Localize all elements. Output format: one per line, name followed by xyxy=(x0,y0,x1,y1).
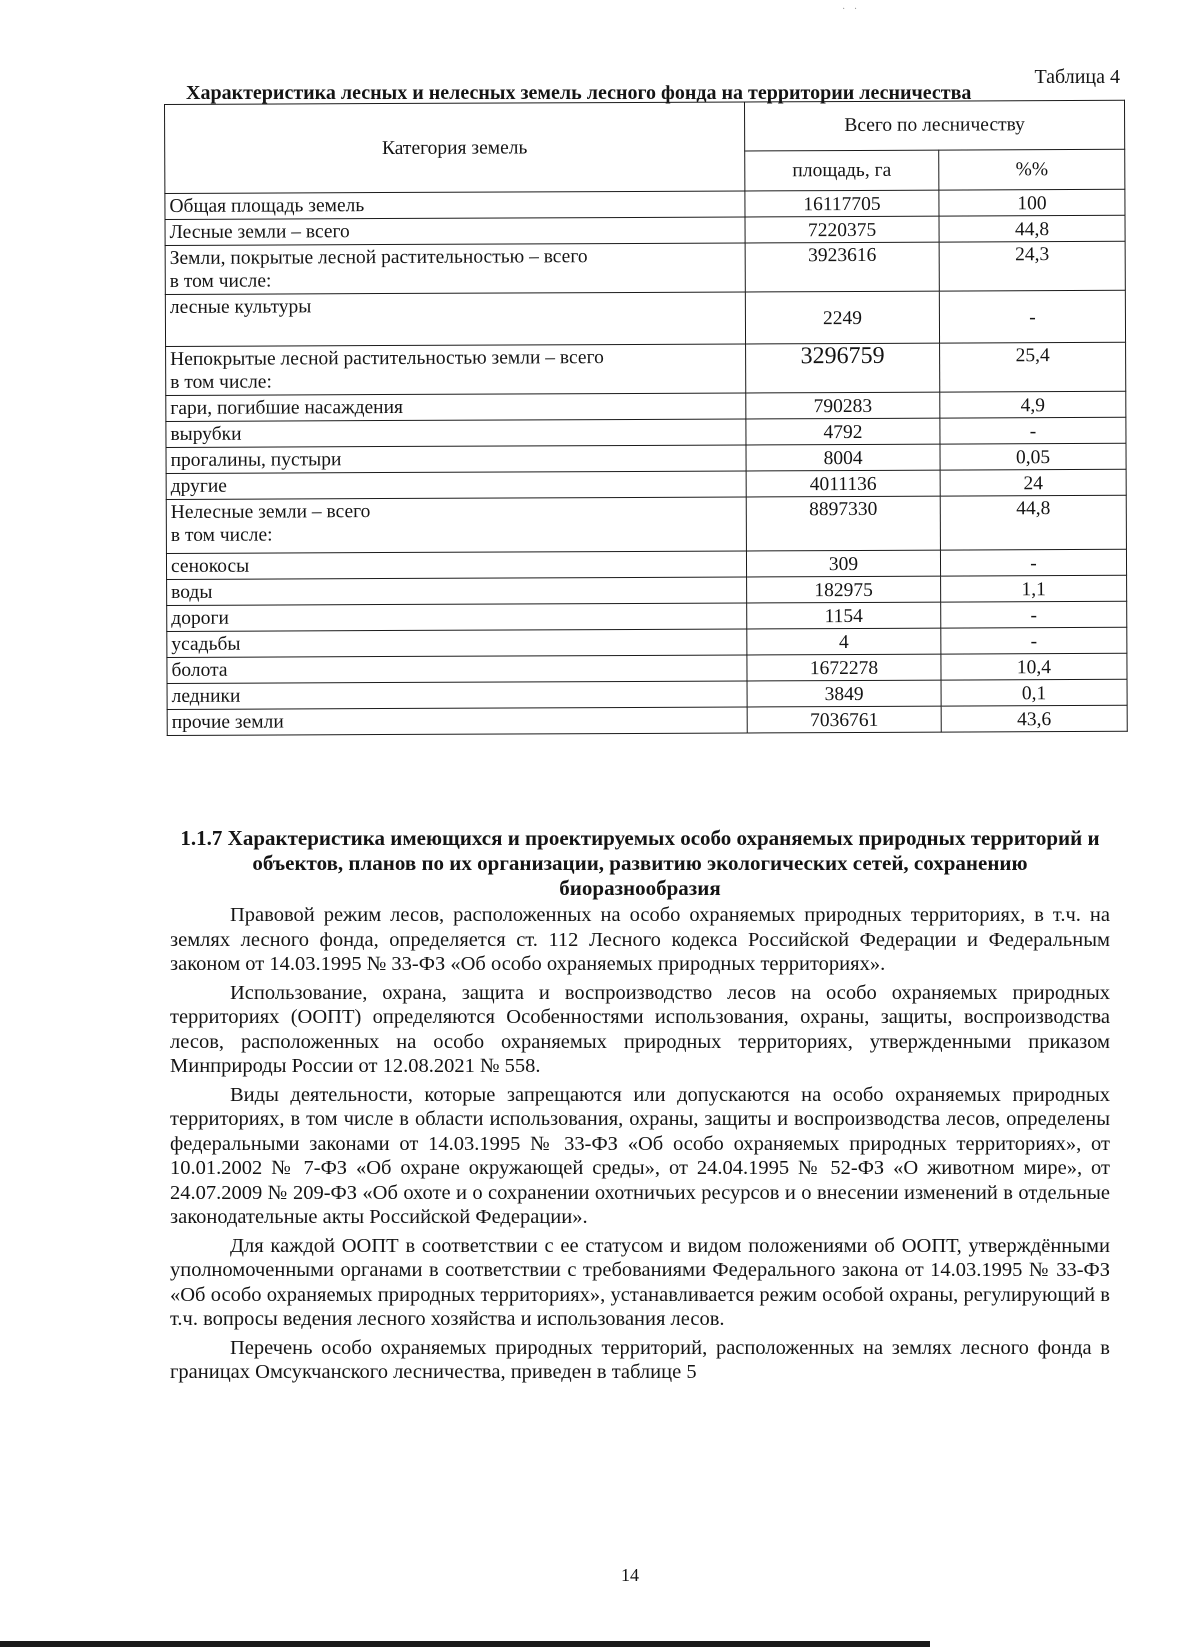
row-category: Лесные земли – всего xyxy=(165,217,745,246)
row-area: 7220375 xyxy=(745,216,939,243)
row-category-cell xyxy=(165,243,745,295)
row-percent: 44,8 xyxy=(940,495,1126,550)
row-category: Земли, покрытые лесной растительностью – всего xyxy=(169,246,588,269)
row-area: 4 xyxy=(747,628,941,655)
land-category-table xyxy=(164,100,1128,736)
row-percent: - xyxy=(941,627,1127,654)
row-area: 4011136 xyxy=(746,470,940,497)
table-row xyxy=(167,705,1127,735)
row-category-cell xyxy=(166,344,746,396)
row-category: вырубки xyxy=(166,419,746,448)
row-percent: 24 xyxy=(940,469,1126,496)
table-row xyxy=(166,495,1126,553)
table-row xyxy=(165,241,1125,294)
row-area: 3296759 xyxy=(746,343,940,393)
row-area: 1672278 xyxy=(747,654,941,681)
header-category: Категория земель xyxy=(165,102,745,194)
row-area: 3923616 xyxy=(745,242,939,292)
row-area: 8004 xyxy=(746,444,940,471)
paragraph: Виды деятельности, которые запрещаются или допускаются на особо охраняемых природных территориях, в том числе в области использования, охраны, защиты и воспроизводства лесов, определены федеральными законами от 14.03.1995 № 33-ФЗ «Об особо охраняемых природных территориях», от 10.01.2002 № 7-ФЗ «Об охране окружающей среды», от 24.04.1995 № 52-ФЗ «О животном мире», от 24.07.2009 № 209-ФЗ «Об охоте и о сохранении охотничьих ресурсов и о внесении изменений в отдельные законодательные акты Российской Федерации». xyxy=(170,1083,1110,1228)
row-category: усадьбы xyxy=(167,629,747,658)
row-category: гари, погибшие насаждения xyxy=(166,393,746,422)
paragraph: Перечень особо охраняемых природных территорий, расположенных на землях лесного фонда в границах Омсукчанского лесничества, приведен в таблице 5 xyxy=(170,1336,1110,1383)
row-percent: 43,6 xyxy=(941,705,1127,732)
paragraph: Использование, охрана, защита и воспроизводство лесов на особо охраняемых природных территориях (ООПТ) определяются Особенностями использования, охраны, защиты, воспроизводства лесов, расположенных на особо охраняемых природных территориях, утвержденными приказом Минприроды России от 12.08.2021 № 558. xyxy=(170,981,1110,1077)
page-number: 14 xyxy=(621,1565,639,1585)
row-percent: 1,1 xyxy=(941,575,1127,602)
row-category: воды xyxy=(167,577,747,606)
row-area: 182975 xyxy=(747,576,941,603)
row-percent: 0,05 xyxy=(940,443,1126,470)
header-area: площадь, га xyxy=(745,150,939,191)
row-percent: - xyxy=(940,417,1126,444)
row-area: 309 xyxy=(746,550,940,577)
row-subcategory: в том числе: xyxy=(170,371,272,393)
row-category: прочие земли xyxy=(167,707,747,736)
row-percent: 100 xyxy=(939,189,1125,216)
row-area: 3849 xyxy=(747,680,941,707)
land-table-container xyxy=(164,100,1127,736)
table-row xyxy=(166,342,1126,395)
scan-bottom-rule xyxy=(0,1641,930,1647)
paragraph: Для каждой ООПТ в соответствии с ее статусом и видом положениями об ООПТ, утверждёнными уполномоченными органами в соответствии с требованиями Федерального закона от 14.03.1995 № 33-ФЗ «Об особо охраняемых природных территориях», устанавливается режим особой охраны, регулирующий в т.ч. вопросы ведения лесного хозяйства и использования лесов. xyxy=(170,1234,1110,1330)
row-category-cell xyxy=(166,497,746,554)
row-area: 2249 xyxy=(745,291,939,344)
table-title: Характеристика лесных и нелесных земель лесного фонда на территории лесничества xyxy=(186,82,972,104)
row-category: лесные культуры xyxy=(165,292,745,347)
row-percent: 24,3 xyxy=(939,241,1125,291)
row-percent: 4,9 xyxy=(940,391,1126,418)
row-category: сенокосы xyxy=(166,551,746,580)
row-area: 8897330 xyxy=(746,496,940,551)
section-oopt xyxy=(170,826,1110,1385)
row-percent: 44,8 xyxy=(939,215,1125,242)
row-category: Непокрытые лесной растительностью земли – всего xyxy=(170,347,604,370)
row-category: другие xyxy=(166,471,746,500)
row-area: 16117705 xyxy=(745,190,939,217)
row-percent: - xyxy=(941,601,1127,628)
row-category: Нелесные земли – всего xyxy=(170,501,371,523)
row-area: 790283 xyxy=(746,392,940,419)
row-area: 1154 xyxy=(747,602,941,629)
header-total: Всего по лесничеству xyxy=(744,100,1124,151)
row-category: ледники xyxy=(167,681,747,710)
row-category: прогалины, пустыри xyxy=(166,445,746,474)
row-percent: 25,4 xyxy=(940,342,1126,392)
scan-artifact: · · xyxy=(842,4,861,15)
row-percent: - xyxy=(939,290,1125,343)
row-area: 7036761 xyxy=(747,706,941,733)
row-percent: - xyxy=(940,549,1126,576)
row-subcategory: в том числе: xyxy=(169,270,272,292)
row-percent: 0,1 xyxy=(941,679,1127,706)
row-subcategory: в том числе: xyxy=(170,524,273,546)
row-percent: 10,4 xyxy=(941,653,1127,680)
section-heading: 1.1.7 Характеристика имеющихся и проектируемых особо охраняемых природных территорий и объектов, планов по их организации, развитию экологических сетей, сохранению биоразнообразия xyxy=(180,826,1100,900)
table-row xyxy=(165,290,1125,346)
row-category: дороги xyxy=(167,603,747,632)
row-area: 4792 xyxy=(746,418,940,445)
header-percent: %% xyxy=(939,149,1125,190)
paragraph: Правовой режим лесов, расположенных на особо охраняемых природных территориях, в т.ч. на землях лесного фонда, определяется ст. 112 Лесного кодекса Российской Федерации и Федеральным законом от 14.03.1995 № 33-ФЗ «Об особо охраняемых природных территориях». xyxy=(170,904,1110,975)
row-category: болота xyxy=(167,655,747,684)
table-label: Таблица 4 xyxy=(1034,66,1120,88)
row-category: Общая площадь земель xyxy=(165,191,745,220)
